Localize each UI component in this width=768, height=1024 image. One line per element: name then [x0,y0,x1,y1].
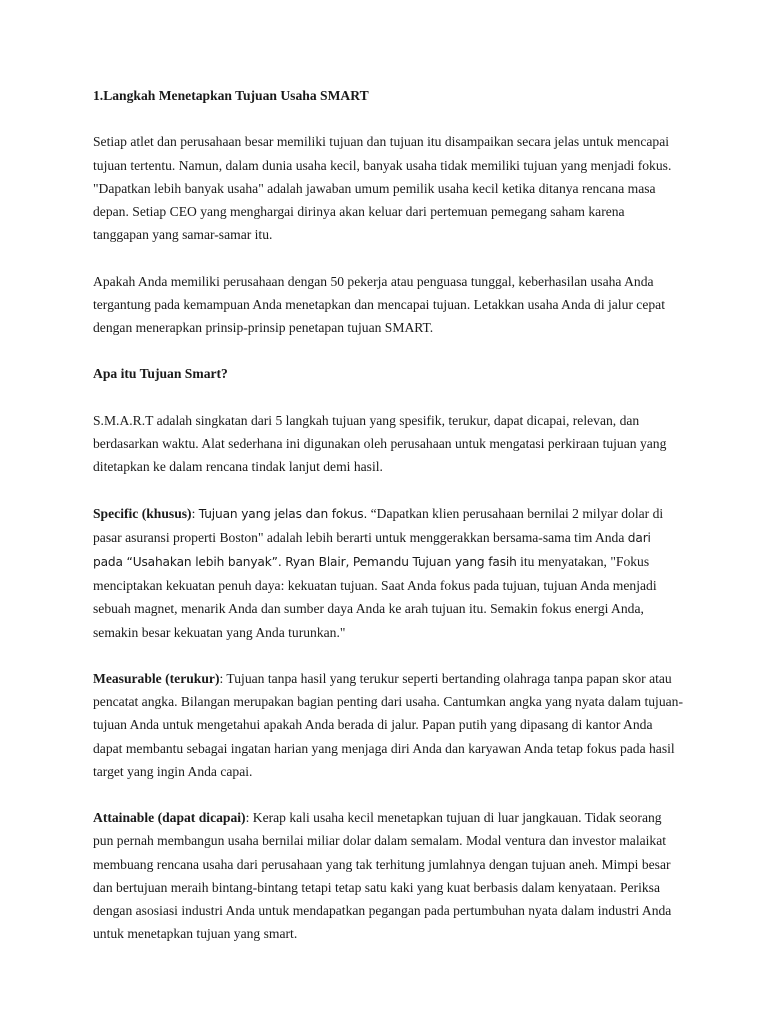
measurable-paragraph [93,667,683,783]
attainable-term: Attainable (dapat dicapai) [93,810,246,826]
attainable-text: : Kerap kali usaha kecil menetapkan tujuan di luar jangkauan. Tidak seorang pun pernah membangun usaha bernilai miliar dolar dalam semalam. Modal ventura dan investor malaikat membuang rencana usaha dari perusahaan yang tak terhitung jumlahnya dengan tujuan aneh. Mimpi besar dan bertujuan meraih bintang-bintang tetapi tetap satu kaki yang kuat berbasis dalam kenyataan. Periksa dengan asosiasi industri Anda untuk mendapatkan pegangan pada pertumbuhan nyata dalam industri Anda untuk menetapkan tujuan yang smart. [93,810,672,942]
section-subheading: Apa itu Tujuan Smart? [93,366,228,382]
attainable-paragraph [93,806,683,945]
smart-intro-paragraph: S.M.A.R.T adalah singkatan dari 5 langkah tujuan yang spesifik, terukur, dapat dicapai, relevan, dan berdasarkan waktu. Alat sederhana ini digunakan oleh perusahaan untuk mengatasi perkiraan tujuan yang ditetapkan ke dalam rencana tindak lanjut demi hasil. [93,412,667,475]
specific-alt-text-2: dari pada “Usahakan lebih banyak”. Ryan Blair, Pemandu Tujuan yang fasih [93,530,651,569]
intro-paragraph-1: Setiap atlet dan perusahaan besar memiliki tujuan dan tujuan itu disampaikan secara jelas untuk mencapai tujuan tertentu. Namun, dalam dunia usaha kecil, banyak usaha tidak memiliki tujuan yang menjadi fokus. "Dapatkan lebih banyak usaha" adalah jawaban umum pemilik usaha kecil ketika ditanya rencana masa depan. Setiap CEO yang menghargai dirinya akan keluar dari pertemuan pemegang saham karena tanggapan yang samar-samar itu. [93,134,672,243]
measurable-term: Measurable (terukur) [93,670,220,686]
document-page [93,84,683,969]
specific-text-1: “Dapatkan klien perusahaan bernilai 2 milyar dolar di pasar asuransi properti Boston" adalah lebih berarti untuk menggerakkan bersama-sama tim Anda [93,505,664,545]
specific-paragraph [93,502,683,644]
specific-alt-text-1: Tujuan yang jelas dan fokus. [198,506,368,521]
document-title: 1.Langkah Menetapkan Tujuan Usaha SMART [93,88,369,103]
measurable-text: : Tujuan tanpa hasil yang terukur seperti bertanding olahraga tanpa papan skor atau pencatat angka. Bilangan merupakan bagian penting dari usaha. Cantumkan angka yang nyata dalam tujuan-tujuan Anda untuk mengetahui apakah Anda berada di jalur. Papan putih yang dipasang di kantor Anda dapat membantu sebagai ingatan harian yang menjaga diri Anda dan karyawan Anda tetap fokus pada hasil target yang ingin Anda capai. [93,670,683,779]
intro-paragraph-2: Apakah Anda memiliki perusahaan dengan 50 pekerja atau penguasa tunggal, keberhasilan usaha Anda tergantung pada kemampuan Anda menetapkan dan mencapai tujuan. Letakkan usaha Anda di jalur cepat dengan menerapkan prinsip-prinsip penetapan tujuan SMART. [93,273,665,335]
specific-term: Specific (khusus) [93,505,192,521]
specific-separator: : [191,505,199,521]
specific-text-2: itu menyatakan, "Fokus menciptakan kekuatan penuh daya: kekuatan tujuan. Saat Anda fokus pada tujuan, tujuan Anda menjadi sebuah magnet, menarik Anda dan sumber daya Anda ke arah tujuan itu. Semakin fokus energi Anda, semakin besar kekuatan yang Anda turunkan." [93,553,657,640]
